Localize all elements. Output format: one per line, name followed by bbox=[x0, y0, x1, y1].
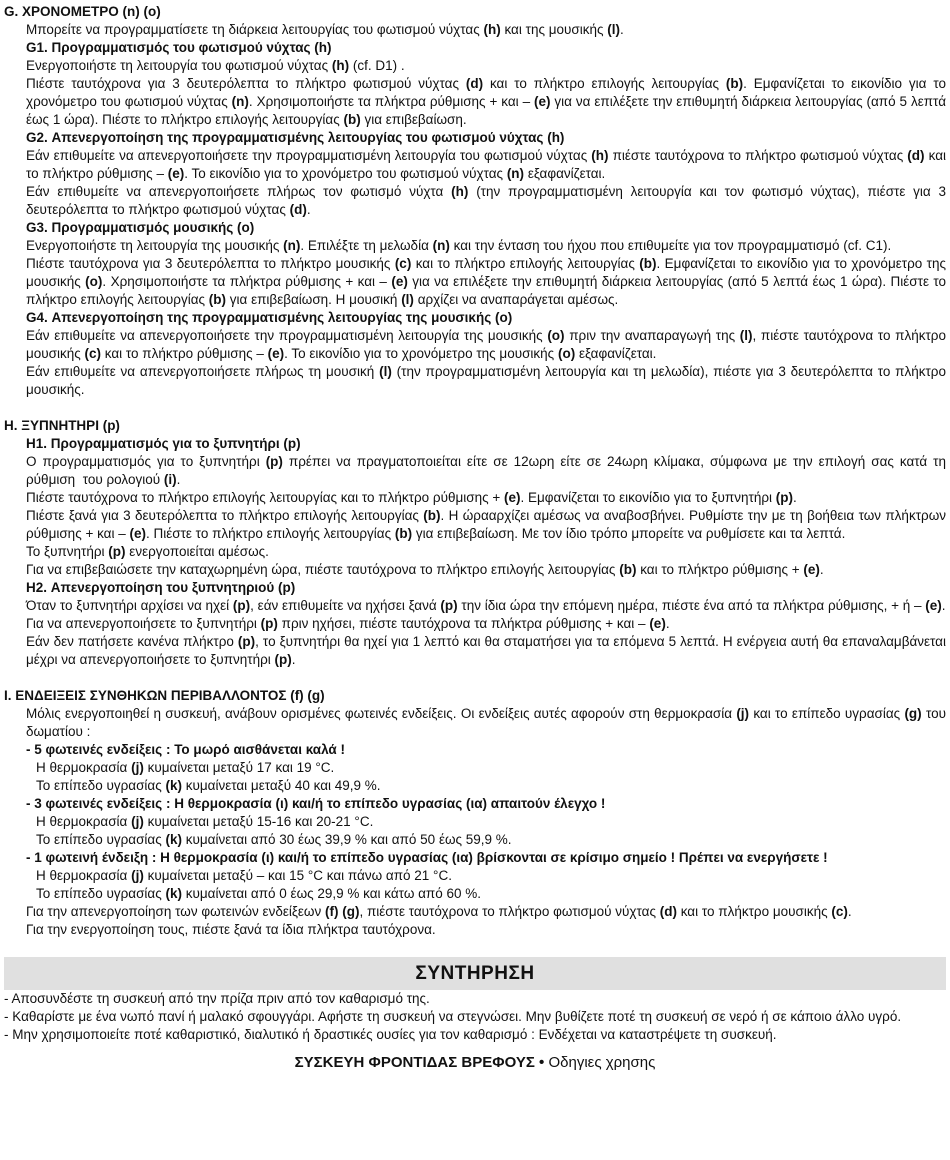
section-g-intro: Μπορείτε να προγραμματίσετε τη διάρκεια λειτουργίας του φωτισμού νύχτας (h) και της μουσικής (l). bbox=[26, 22, 624, 37]
paragraph: Για να απενεργοποιήσετε το ξυπνητήρι (p) πριν ηχήσει, πιέστε ταυτόχρονα τα πλήκτρα ρύθμισης + και – (e). bbox=[26, 616, 670, 631]
env-item-line: Το επίπεδο υγρασίας (k) κυμαίνεται από 30 έως 39,9 % και από 50 έως 59,9 %. bbox=[36, 832, 512, 847]
g1-title: G1. Προγραμματισμός του φωτισμού νύχτας (h) bbox=[26, 40, 332, 55]
env-item-line: Το επίπεδο υγρασίας (k) κυμαίνεται από 0 έως 29,9 % και κάτω από 60 %. bbox=[36, 886, 482, 901]
paragraph: Ενεργοποιήστε τη λειτουργία του φωτισμού νύχτας (h) (cf. D1) . bbox=[26, 58, 405, 73]
section-i bbox=[4, 687, 946, 939]
paragraph: Για την απενεργοποίηση των φωτεινών ενδείξεων (f) (g), πιέστε ταυτόχρονα το πλήκτρο φωτισμού νύχτας (d) και το πλήκτρο μουσικής (c). bbox=[26, 904, 852, 919]
paragraph: Εάν επιθυμείτε να απενεργοποιήσετε την προγραμματισμένη λειτουργία της μουσικής (o) πριν την αναπαραγωγή της (l), πιέστε ταυτόχρονα το πλήκτρο μουσικής (c) και το πλήκτρο ρύθμισης – (e). Το εικονίδιο για το χρονόμετρο της μουσικής (o) εξαφανίζεται. bbox=[26, 328, 946, 361]
page-footer bbox=[4, 1054, 946, 1072]
paragraph: Το ξυπνητήρι (p) ενεργοποιείται αμέσως. bbox=[26, 544, 269, 559]
env-item-line: Η θερμοκρασία (j) κυμαίνεται μεταξύ 15-16 και 20-21 °C. bbox=[36, 814, 374, 829]
g1-body bbox=[26, 57, 946, 129]
section-h-title: H. ΞΥΠΝΗΤΗΡΙ (p) bbox=[4, 418, 120, 433]
paragraph: - Καθαρίστε με ένα νωπό πανί ή μαλακό σφουγγάρι. Αφήστε τη συσκευή να στεγνώσει. Μην βυθίζετε ποτέ τη συσκευή σε νερό ή σε κάποιο άλλο υγρό. bbox=[4, 1009, 902, 1024]
paragraph: Για την ενεργοποίηση τους, πιέστε ξανά τα ίδια πλήκτρα ταυτόχρονα. bbox=[26, 922, 436, 937]
section-i-title: I. ΕΝΔΕΙΞΕΙΣ ΣΥΝΘΗΚΩΝ ΠΕΡΙΒΑΛΛΟΝΤΟΣ (f) (g) bbox=[4, 688, 325, 703]
env-item-line: Το επίπεδο υγρασίας (k) κυμαίνεται μεταξύ 40 και 49,9 %. bbox=[36, 778, 381, 793]
paragraph: Για να επιβεβαιώσετε την καταχωρημένη ώρα, πιέστε ταυτόχρονα το πλήκτρο επιλογής λειτουργίας (b) και το πλήκτρο ρύθμισης + (e). bbox=[26, 562, 824, 577]
h2-body bbox=[26, 597, 946, 669]
h1-title: H1. Προγραμματισμός για το ξυπνητήρι (p) bbox=[26, 436, 301, 451]
paragraph: Πιέστε ξανά για 3 δευτερόλεπτα το πλήκτρο επιλογής λειτουργίας (b). Η ώρααρχίζει αμέσως να αναβοσβήνει. Ρυθμίστε την με τη βοήθεια των πλήκτρων ρύθμισης + και – (e). Πιέστε το πλήκτρο επιλογής λειτουργίας (b) για επιβεβαίωση. Με τον ίδιο τρόπο μπορείτε να ρυθμίσετε και τα λεπτά. bbox=[26, 508, 946, 541]
env-item-heading: - 5 φωτεινές ενδείξεις : Το μωρό αισθάνεται καλά ! bbox=[26, 742, 345, 757]
paragraph: Ο προγραμματισμός για το ξυπνητήρι (p) πρέπει να πραγματοποιείται είτε σε 12ωρη είτε σε 24ωρη κλίμακα, σύμφωνα με την επιλογή σας κατά τη ρύθμιση του ρολογιού (i). bbox=[26, 454, 947, 487]
paragraph: Εάν επιθυμείτε να απενεργοποιήσετε πλήρως τον φωτισμό νύχτα (h) (την προγραμματισμένη λειτουργία και τον φωτισμό νύχτας), πιέστε για 3 δευτερόλεπτα το πλήκτρο φωτισμού νύχτας (d). bbox=[26, 184, 946, 217]
footer-product: ΣΥΣΚΕΥΗ ΦΡΟΝΤΙΔΑΣ ΒΡΕΦΟΥΣ bbox=[294, 1054, 535, 1071]
h1-body bbox=[26, 453, 946, 579]
g4-title: G4. Απενεργοποίηση της προγραμματισμένης λειτουργίας της μουσικής (o) bbox=[26, 310, 513, 325]
paragraph: Ενεργοποιήστε τη λειτουργία της μουσικής (n). Επιλέξτε τη μελωδία (n) και την ένταση του ήχου που επιθυμείτε για τον προγραμματισμό (cf. C1). bbox=[26, 238, 892, 253]
paragraph: Πιέστε ταυτόχρονα για 3 δευτερόλεπτα το πλήκτρο φωτισμού νύχτας (d) και το πλήκτρο επιλογής λειτουργίας (b). Εμφανίζεται το εικονίδιο για το χρονόμετρο του φωτισμού νύχτας (n). Χρησιμοποιήστε τα πλήκτρα ρύθμισης + και – (e) για να επιλέξετε την επιθυμητή διάρκεια λειτουργίας (από 5 λεπτά έως 1 ώρα). Πιέστε το πλήκτρο επιλογής λειτουργίας (b) για επιβεβαίωση. bbox=[26, 76, 946, 127]
paragraph: Όταν το ξυπνητήρι αρχίσει να ηχεί (p), εάν επιθυμείτε να ηχήσει ξανά (p) την ίδια ώρα την επόμενη ημέρα, πιέστε ένα από τα πλήκτρα ρύθμισης, + ή – (e). bbox=[26, 598, 946, 613]
footer-separator: • bbox=[539, 1054, 545, 1071]
g2-title: G2. Απενεργοποίηση της προγραμματισμένης λειτουργίας του φωτισμού νύχτας (h) bbox=[26, 130, 565, 145]
env-item-line: Η θερμοκρασία (j) κυμαίνεται μεταξύ 17 και 19 °C. bbox=[36, 760, 335, 775]
section-g-title: G. ΧΡΟΝΟΜΕΤΡΟ (n) (o) bbox=[4, 4, 161, 19]
h2-title: H2. Απενεργοποίηση του ξυπνητηριού (p) bbox=[26, 580, 296, 595]
maintenance-title: ΣΥΝΤΗΡΗΣΗ bbox=[4, 957, 946, 990]
g3-title: G3. Προγραμματισμός μουσικής (o) bbox=[26, 220, 255, 235]
footer-doc: Οδηγιες χρησης bbox=[548, 1054, 656, 1071]
g4-body bbox=[26, 327, 946, 399]
env-item-line: Η θερμοκρασία (j) κυμαίνεται μεταξύ – και 15 °C και πάνω από 21 °C. bbox=[36, 868, 452, 883]
paragraph: Εάν επιθυμείτε να απενεργοποιήσετε την προγραμματισμένη λειτουργία του φωτισμού νύχτας (h) πιέστε ταυτόχρονα το πλήκτρο φωτισμού νύχτας (d) και το πλήκτρο ρύθμισης – (e). Το εικονίδιο για το χρονόμετρο του φωτισμού νύχτας (n) εξαφανίζεται. bbox=[26, 148, 946, 181]
section-h bbox=[4, 417, 946, 669]
g3-body bbox=[26, 237, 946, 309]
section-i-outro bbox=[26, 903, 946, 939]
section-i-intro: Μόλις ενεργοποιηθεί η συσκευή, ανάβουν ορισμένες φωτεινές ενδείξεις. Οι ενδείξεις αυτές αφορούν στη θερμοκρασία (j) και το επίπεδο υγρασίας (g) του δωματίου : bbox=[26, 706, 946, 739]
env-item-heading: - 1 φωτεινή ένδειξη : Η θερμοκρασία (ι) και/ή το επίπεδο υγρασίας (ια) βρίσκονται σε κρίσιμο σημείο ! Πρέπει να ενεργήσετε ! bbox=[26, 850, 828, 865]
paragraph: Πιέστε ταυτόχρονα για 3 δευτερόλεπτα το πλήκτρο μουσικής (c) και το πλήκτρο επιλογής λειτουργίας (b). Εμφανίζεται το εικονίδιο για το χρονόμετρο της μουσικής (o). Χρησιμοποιήστε τα πλήκτρα ρύθμισης + και – (e) για να επιλέξετε την επιθυμητή διάρκεια λειτουργίας (από 5 λεπτά έως 1 ώρα). Πιέστε το πλήκτρο επιλογής λειτουργίας (b) για επιβεβαίωση. Η μουσική (l) αρχίζει να αναπαράγεται αμέσως. bbox=[26, 256, 947, 307]
section-g bbox=[4, 3, 946, 399]
section-i-items bbox=[26, 741, 946, 903]
paragraph: Εάν δεν πατήσετε κανένα πλήκτρο (p), το ξυπνητήρι θα ηχεί για 1 λεπτό και θα σταματήσει για τα επόμενα 5 λεπτά. Η ενέργεια αυτή θα επαναλαμβάνεται μέχρι να απενεργοποιήσετε το ξυπνητήρι (p). bbox=[26, 634, 946, 667]
paragraph: Εάν επιθυμείτε να απενεργοποιήσετε πλήρως τη μουσική (l) (την προγραμματισμένη λειτουργία και τη μελωδία), πιέστε για 3 δευτερόλεπτα το πλήκτρο μουσικής. bbox=[26, 364, 946, 397]
env-item-heading: - 3 φωτεινές ενδείξεις : Η θερμοκρασία (ι) και/ή το επίπεδο υγρασίας (ια) απαιτούν έλεγχο ! bbox=[26, 796, 606, 811]
maintenance-list bbox=[4, 990, 946, 1044]
paragraph: - Μην χρησιμοποιείτε ποτέ καθαριστικό, διαλυτικό ή δραστικές ουσίες για τον καθαρισμό : Ενδέχεται να καταστρέψετε τη συσκευή. bbox=[4, 1027, 777, 1042]
paragraph: - Αποσυνδέστε τη συσκευή από την πρίζα πριν από τον καθαρισμό της. bbox=[4, 991, 430, 1006]
paragraph: Πιέστε ταυτόχρονα το πλήκτρο επιλογής λειτουργίας και το πλήκτρο ρύθμισης + (e). Εμφανίζεται το εικονίδιο για το ξυπνητήρι (p). bbox=[26, 490, 797, 505]
g2-body bbox=[26, 147, 946, 219]
